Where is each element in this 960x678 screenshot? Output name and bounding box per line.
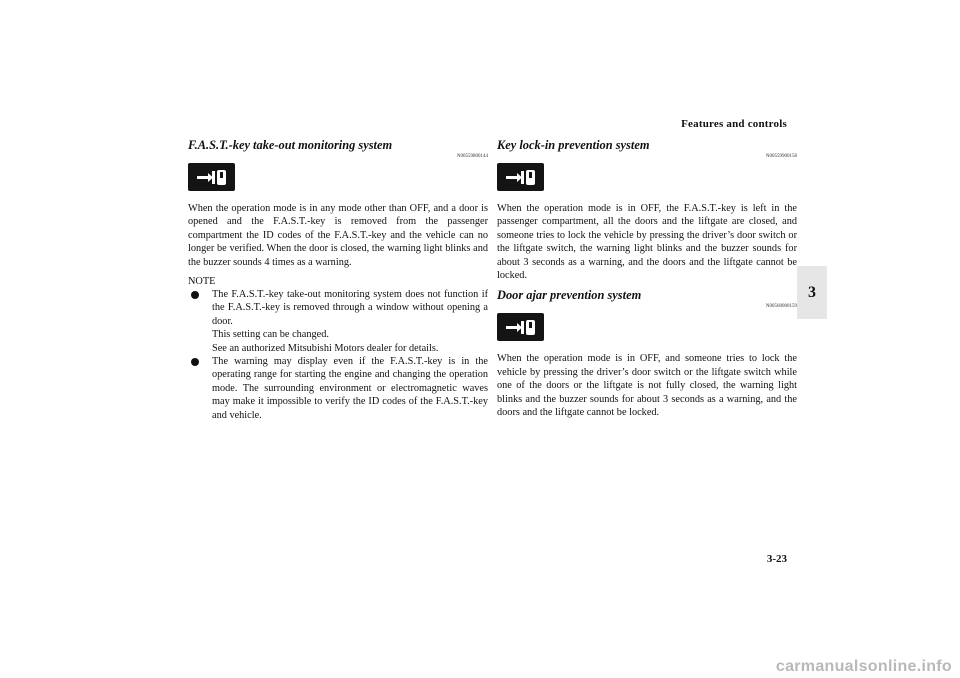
section-body: When the operation mode is in OFF, and someone tries to lock the vehicle by pressing the driver’s door switch or the liftgate switch while one of the doors or the liftgate is not fully closed, the warning light blinks and the buzzer sounds for about 3 seconds as a warning, and the doors and the liftgate cannot be locked.	[497, 353, 797, 419]
right-column	[497, 138, 797, 419]
watermark-text: carmanualsonline.info	[775, 658, 952, 675]
section-body: When the operation mode is in OFF, the F.A.S.T.-key is left in the passenger compartment, all the doors and the liftgate are closed, and someone tries to lock the vehicle by pressing the driver’s door switch or the liftgate switch, the warning light blinks and the buzzer sounds for about 3 seconds as a warning, and the doors and the liftgate cannot be locked.	[497, 203, 797, 282]
warning-indicator-icon	[188, 163, 235, 191]
door-ajar-section	[497, 288, 797, 419]
bullet-icon	[191, 291, 199, 299]
bullet-icon	[191, 358, 199, 366]
section-code: N00559900158	[765, 154, 797, 159]
note-text: The warning may display even if the F.A.S.T.-key is in the operating range for starting the engine and changing the operation mode. The surrounding environment or electromagnetic waves may make it impossible to verify the ID codes of the F.A.S.T.-key and vehicle.	[212, 356, 488, 421]
note-label: NOTE	[188, 276, 216, 288]
note-list	[188, 288, 488, 422]
section-code: N00559800144	[456, 154, 488, 159]
chapter-number: 3	[808, 283, 816, 301]
note-text: The F.A.S.T.-key take-out monitoring system does not function if the F.A.S.T.-key is removed through a window without opening a door.	[212, 289, 488, 327]
section-title: F.A.S.T.-key take-out monitoring system	[188, 138, 393, 152]
list-item	[188, 288, 488, 355]
warning-indicator-icon	[497, 313, 544, 341]
left-column	[188, 138, 488, 422]
section-title: Key lock-in prevention system	[497, 138, 650, 152]
section-body: When the operation mode is in any mode other than OFF, and a door is opened and the F.A.S.T.-key is removed from the passenger compartment the ID codes of the F.A.S.T.-key and the vehicle can no longer be verified. When the door is closed, the warning light blinks and the buzzer sounds 4 times as a warning.	[188, 203, 488, 268]
warning-indicator-icon	[497, 163, 544, 191]
list-item	[188, 355, 488, 422]
take-out-monitoring-section	[188, 138, 488, 422]
page-header-title: Features and controls	[681, 118, 787, 130]
section-title: Door ajar prevention system	[497, 288, 642, 303]
note-text: See an authorized Mitsubishi Motors dealer for details.	[212, 342, 439, 354]
section-code: N00560000159	[765, 304, 797, 310]
key-lock-in-section	[497, 138, 797, 282]
chapter-tab	[797, 266, 827, 319]
page-number: 3-23	[766, 553, 787, 565]
note-text: This setting can be changed.	[212, 329, 329, 341]
